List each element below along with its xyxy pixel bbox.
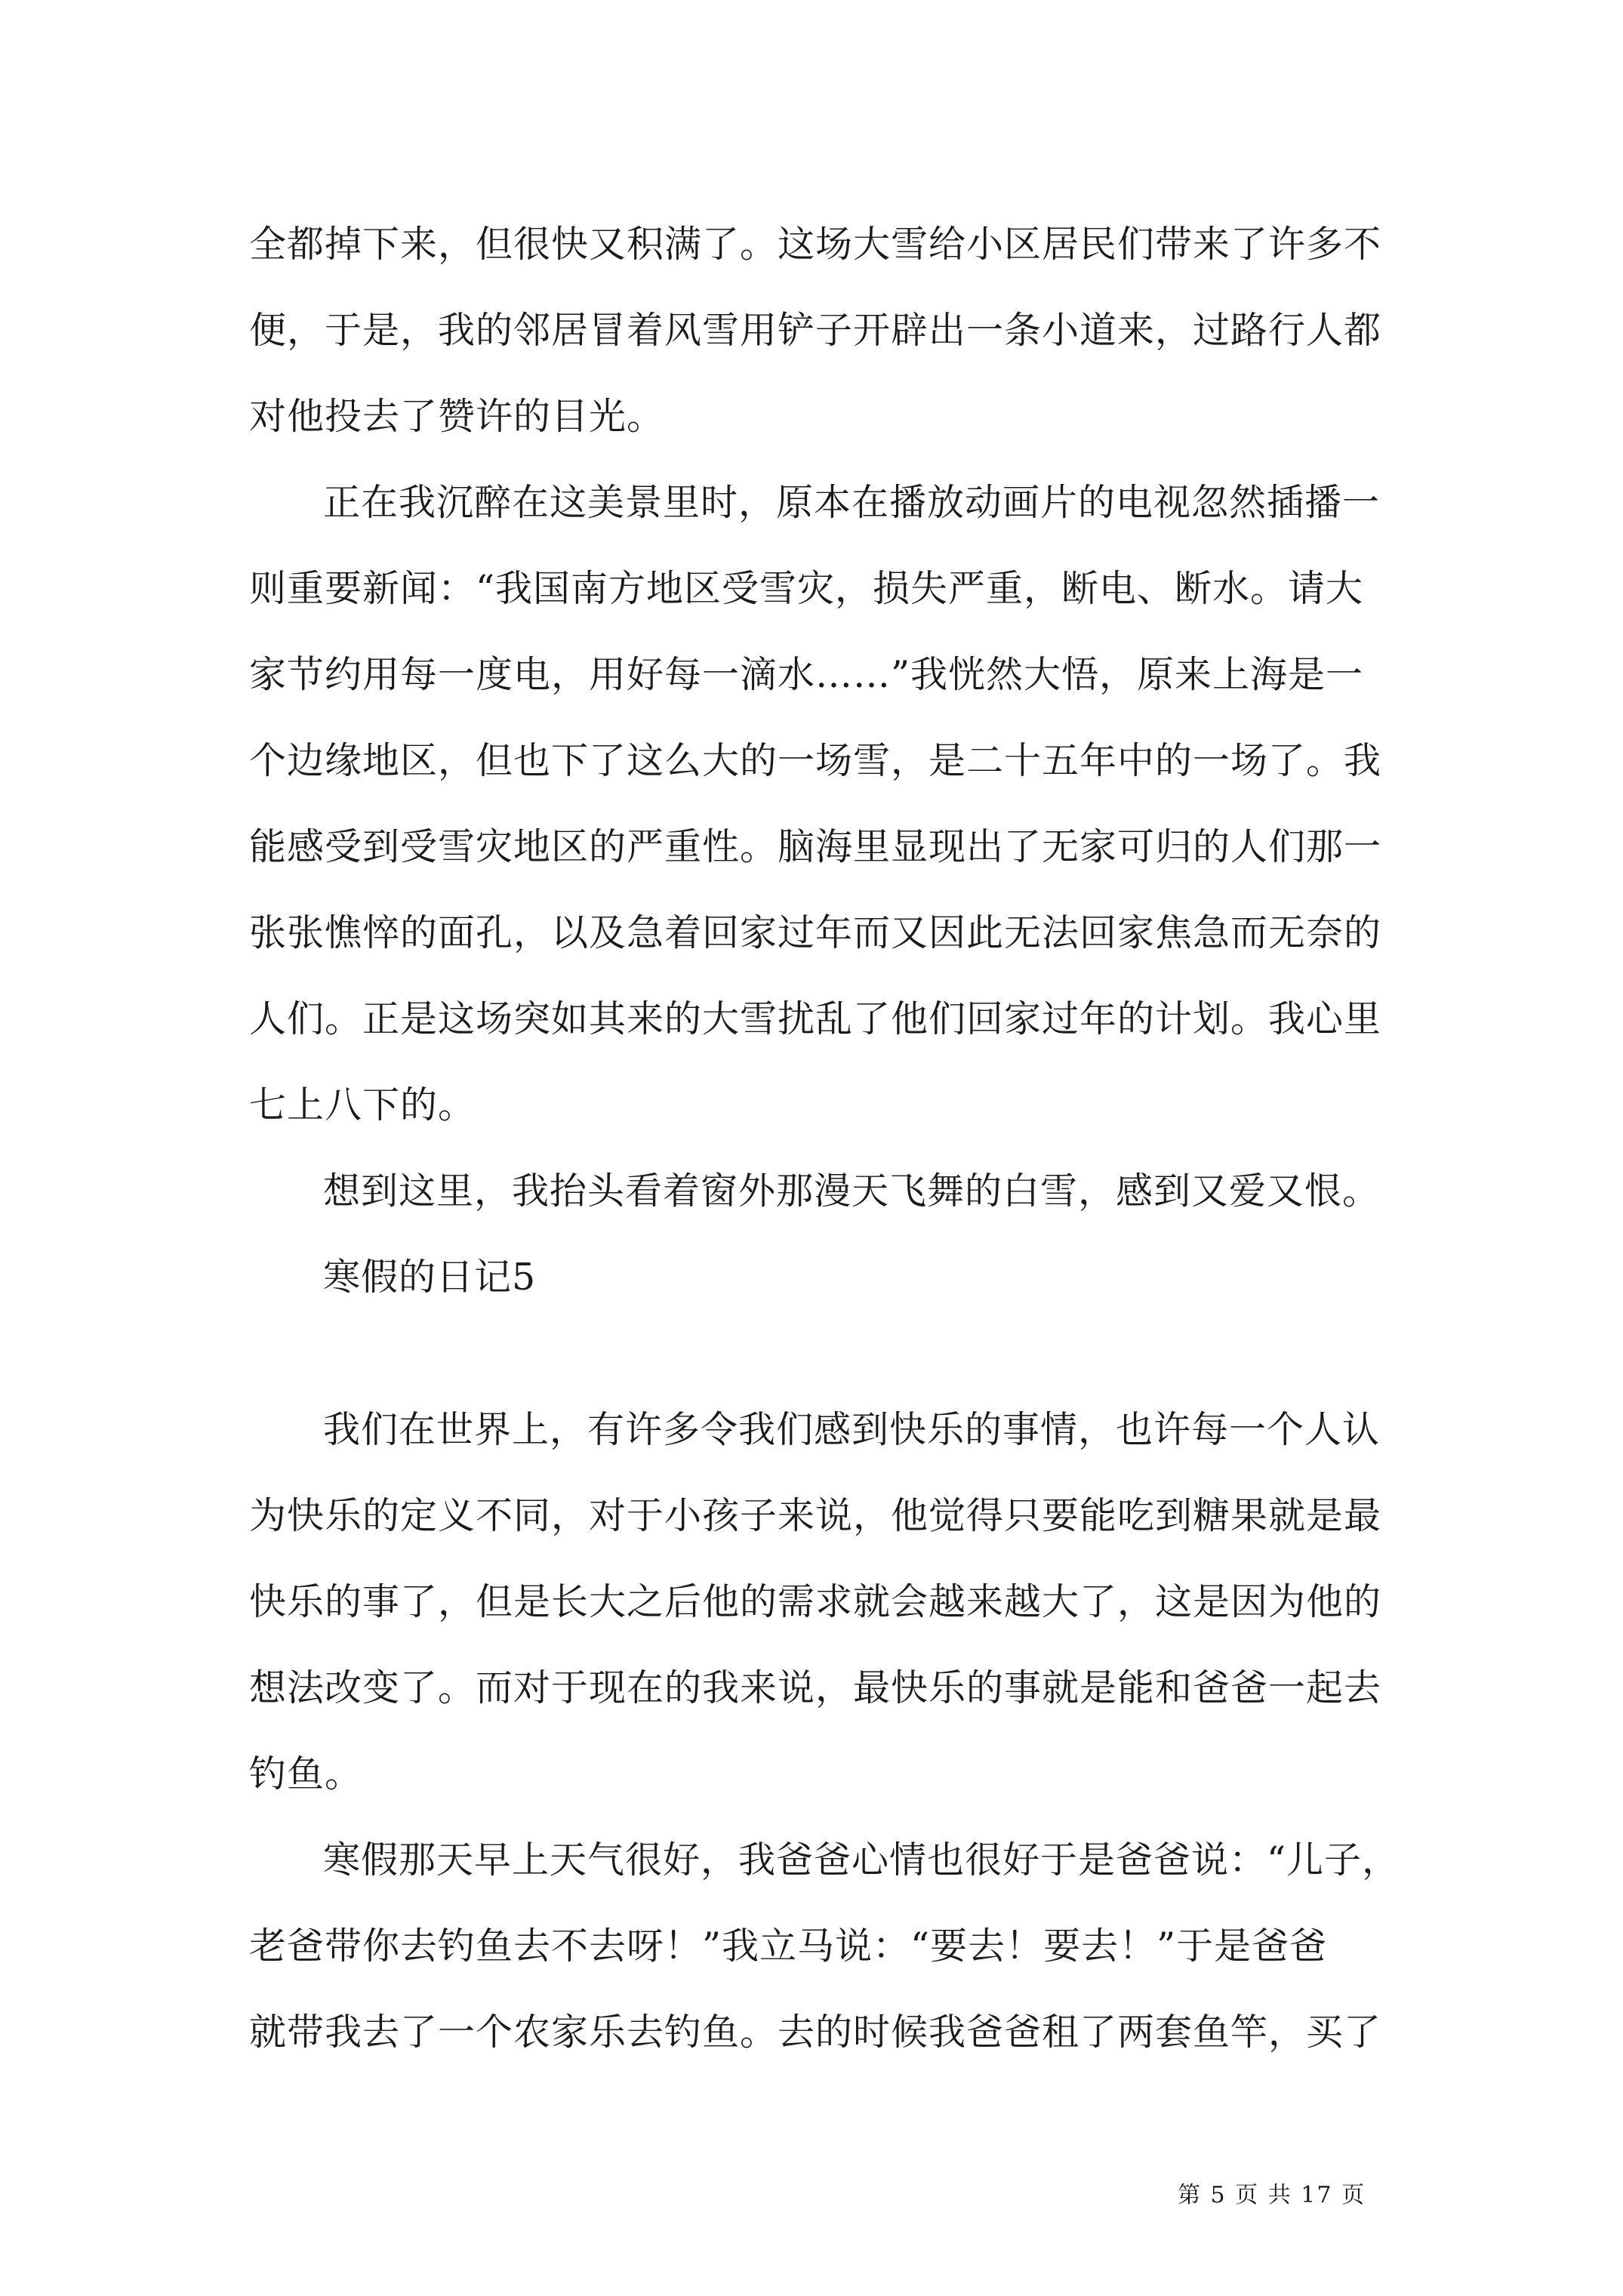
- text-line: 为快乐的定义不同，对于小孩子来说，他觉得只要能吃到糖果就是最: [249, 1494, 1382, 1537]
- text-line: 全都掉下来，但很快又积满了。这场大雪给小区居民们带来了许多不: [249, 223, 1382, 266]
- text-line: 就带我去了一个农家乐去钓鱼。去的时候我爸爸租了两套鱼竿，买了: [249, 2011, 1382, 2054]
- text-line: 则重要新闻：“我国南方地区受雪灾，损失严重，断电、断水。请大: [249, 567, 1364, 610]
- text-line: 想法改变了。而对于现在的我来说，最快乐的事就是能和爸爸一起去: [249, 1666, 1382, 1709]
- text-line: 家节约用每一度电，用好每一滴水……”我恍然大悟，原来上海是一: [249, 653, 1364, 696]
- text-line: 钓鱼。: [249, 1752, 363, 1795]
- text-line: 老爸带你去钓鱼去不去呀！”我立马说：“要去！要去！”于是爸爸: [249, 1925, 1328, 1968]
- text-line: 能感受到受雪灾地区的严重性。脑海里显现出了无家可归的人们那一: [249, 825, 1382, 868]
- text-line: 个边缘地区，但也下了这么大的一场雪，是二十五年中的一场了。我: [249, 739, 1382, 782]
- text-line: 便，于是，我的邻居冒着风雪用铲子开辟出一条小道来，过路行人都: [249, 309, 1382, 352]
- text-line: 人们。正是这场突如其来的大雪扰乱了他们回家过年的计划。我心里: [249, 997, 1382, 1040]
- text-line: 七上八下的。: [249, 1083, 476, 1126]
- section-heading: 寒假的日记5: [323, 1256, 537, 1299]
- text-line: 对他投去了赞许的目光。: [249, 395, 665, 438]
- text-line: 正在我沉醉在这美景里时，原本在播放动画片的电视忽然插播一: [323, 481, 1381, 524]
- text-line: 寒假那天早上天气很好，我爸爸心情也很好于是爸爸说：“儿子，: [323, 1838, 1400, 1881]
- text-line: 我们在世界上，有许多令我们感到快乐的事情，也许每一个人认: [323, 1408, 1381, 1451]
- text-line: 张张憔悴的面孔，以及急着回家过年而又因此无法回家焦急而无奈的: [249, 911, 1382, 954]
- page-number-footer: 第 5 页 共 17 页: [1178, 2182, 1366, 2208]
- text-line: 快乐的事了，但是长大之后他的需求就会越来越大了，这是因为他的: [249, 1580, 1382, 1623]
- text-line: 想到这里，我抬头看着窗外那漫天飞舞的白雪，感到又爱又恨。: [323, 1170, 1381, 1213]
